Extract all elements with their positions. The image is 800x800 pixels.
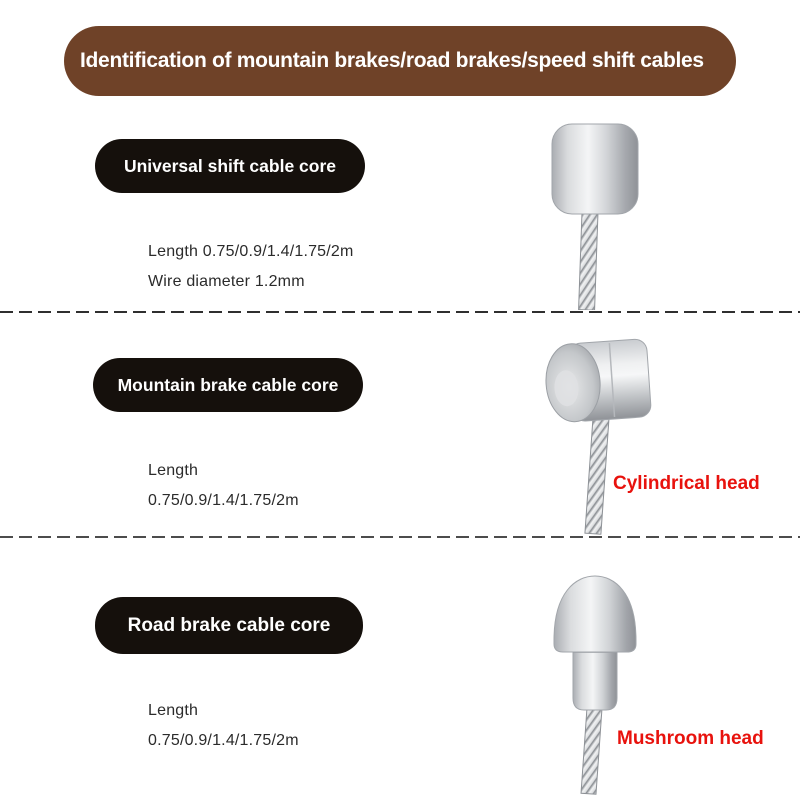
title-banner bbox=[64, 26, 736, 96]
spec-length-universal: Length 0.75/0.9/1.4/1.75/2m bbox=[148, 243, 354, 260]
cylindrical-head bbox=[543, 339, 651, 424]
section-label-text: Universal shift cable core bbox=[123, 155, 337, 176]
section-label-text: Road brake cable core bbox=[127, 614, 331, 636]
spec-length-mountain: Length bbox=[148, 462, 199, 479]
barrel-head bbox=[552, 124, 638, 214]
section-label-text: Mountain brake cable core bbox=[117, 374, 339, 395]
braided-cable-strand bbox=[585, 415, 609, 534]
section-label-mountain-brake bbox=[93, 358, 363, 412]
section-label-universal-shift bbox=[95, 139, 365, 193]
section-divider bbox=[0, 311, 800, 313]
braided-cable-strand bbox=[579, 210, 598, 310]
spec-length-values-road: 0.75/0.9/1.4/1.75/2m bbox=[148, 732, 299, 749]
spec-wire-diameter: Wire diameter 1.2mm bbox=[148, 273, 305, 290]
page-title: Identification of mountain brakes/road brakes/speed shift cables bbox=[80, 49, 704, 72]
spec-length-road: Length bbox=[148, 702, 199, 719]
cylindrical-head-cable-image bbox=[535, 336, 685, 544]
annotation-cylindrical-head: Cylindrical head bbox=[613, 473, 760, 494]
braided-cable-strand bbox=[581, 705, 602, 794]
section-label-road-brake bbox=[95, 597, 363, 654]
section-divider bbox=[0, 536, 800, 538]
spec-length-values-mountain: 0.75/0.9/1.4/1.75/2m bbox=[148, 492, 299, 509]
mushroom-head-cable-image bbox=[540, 568, 660, 796]
mushroom-head bbox=[554, 576, 636, 710]
barrel-head-cable-image bbox=[530, 118, 660, 310]
annotation-mushroom-head: Mushroom head bbox=[617, 728, 764, 749]
